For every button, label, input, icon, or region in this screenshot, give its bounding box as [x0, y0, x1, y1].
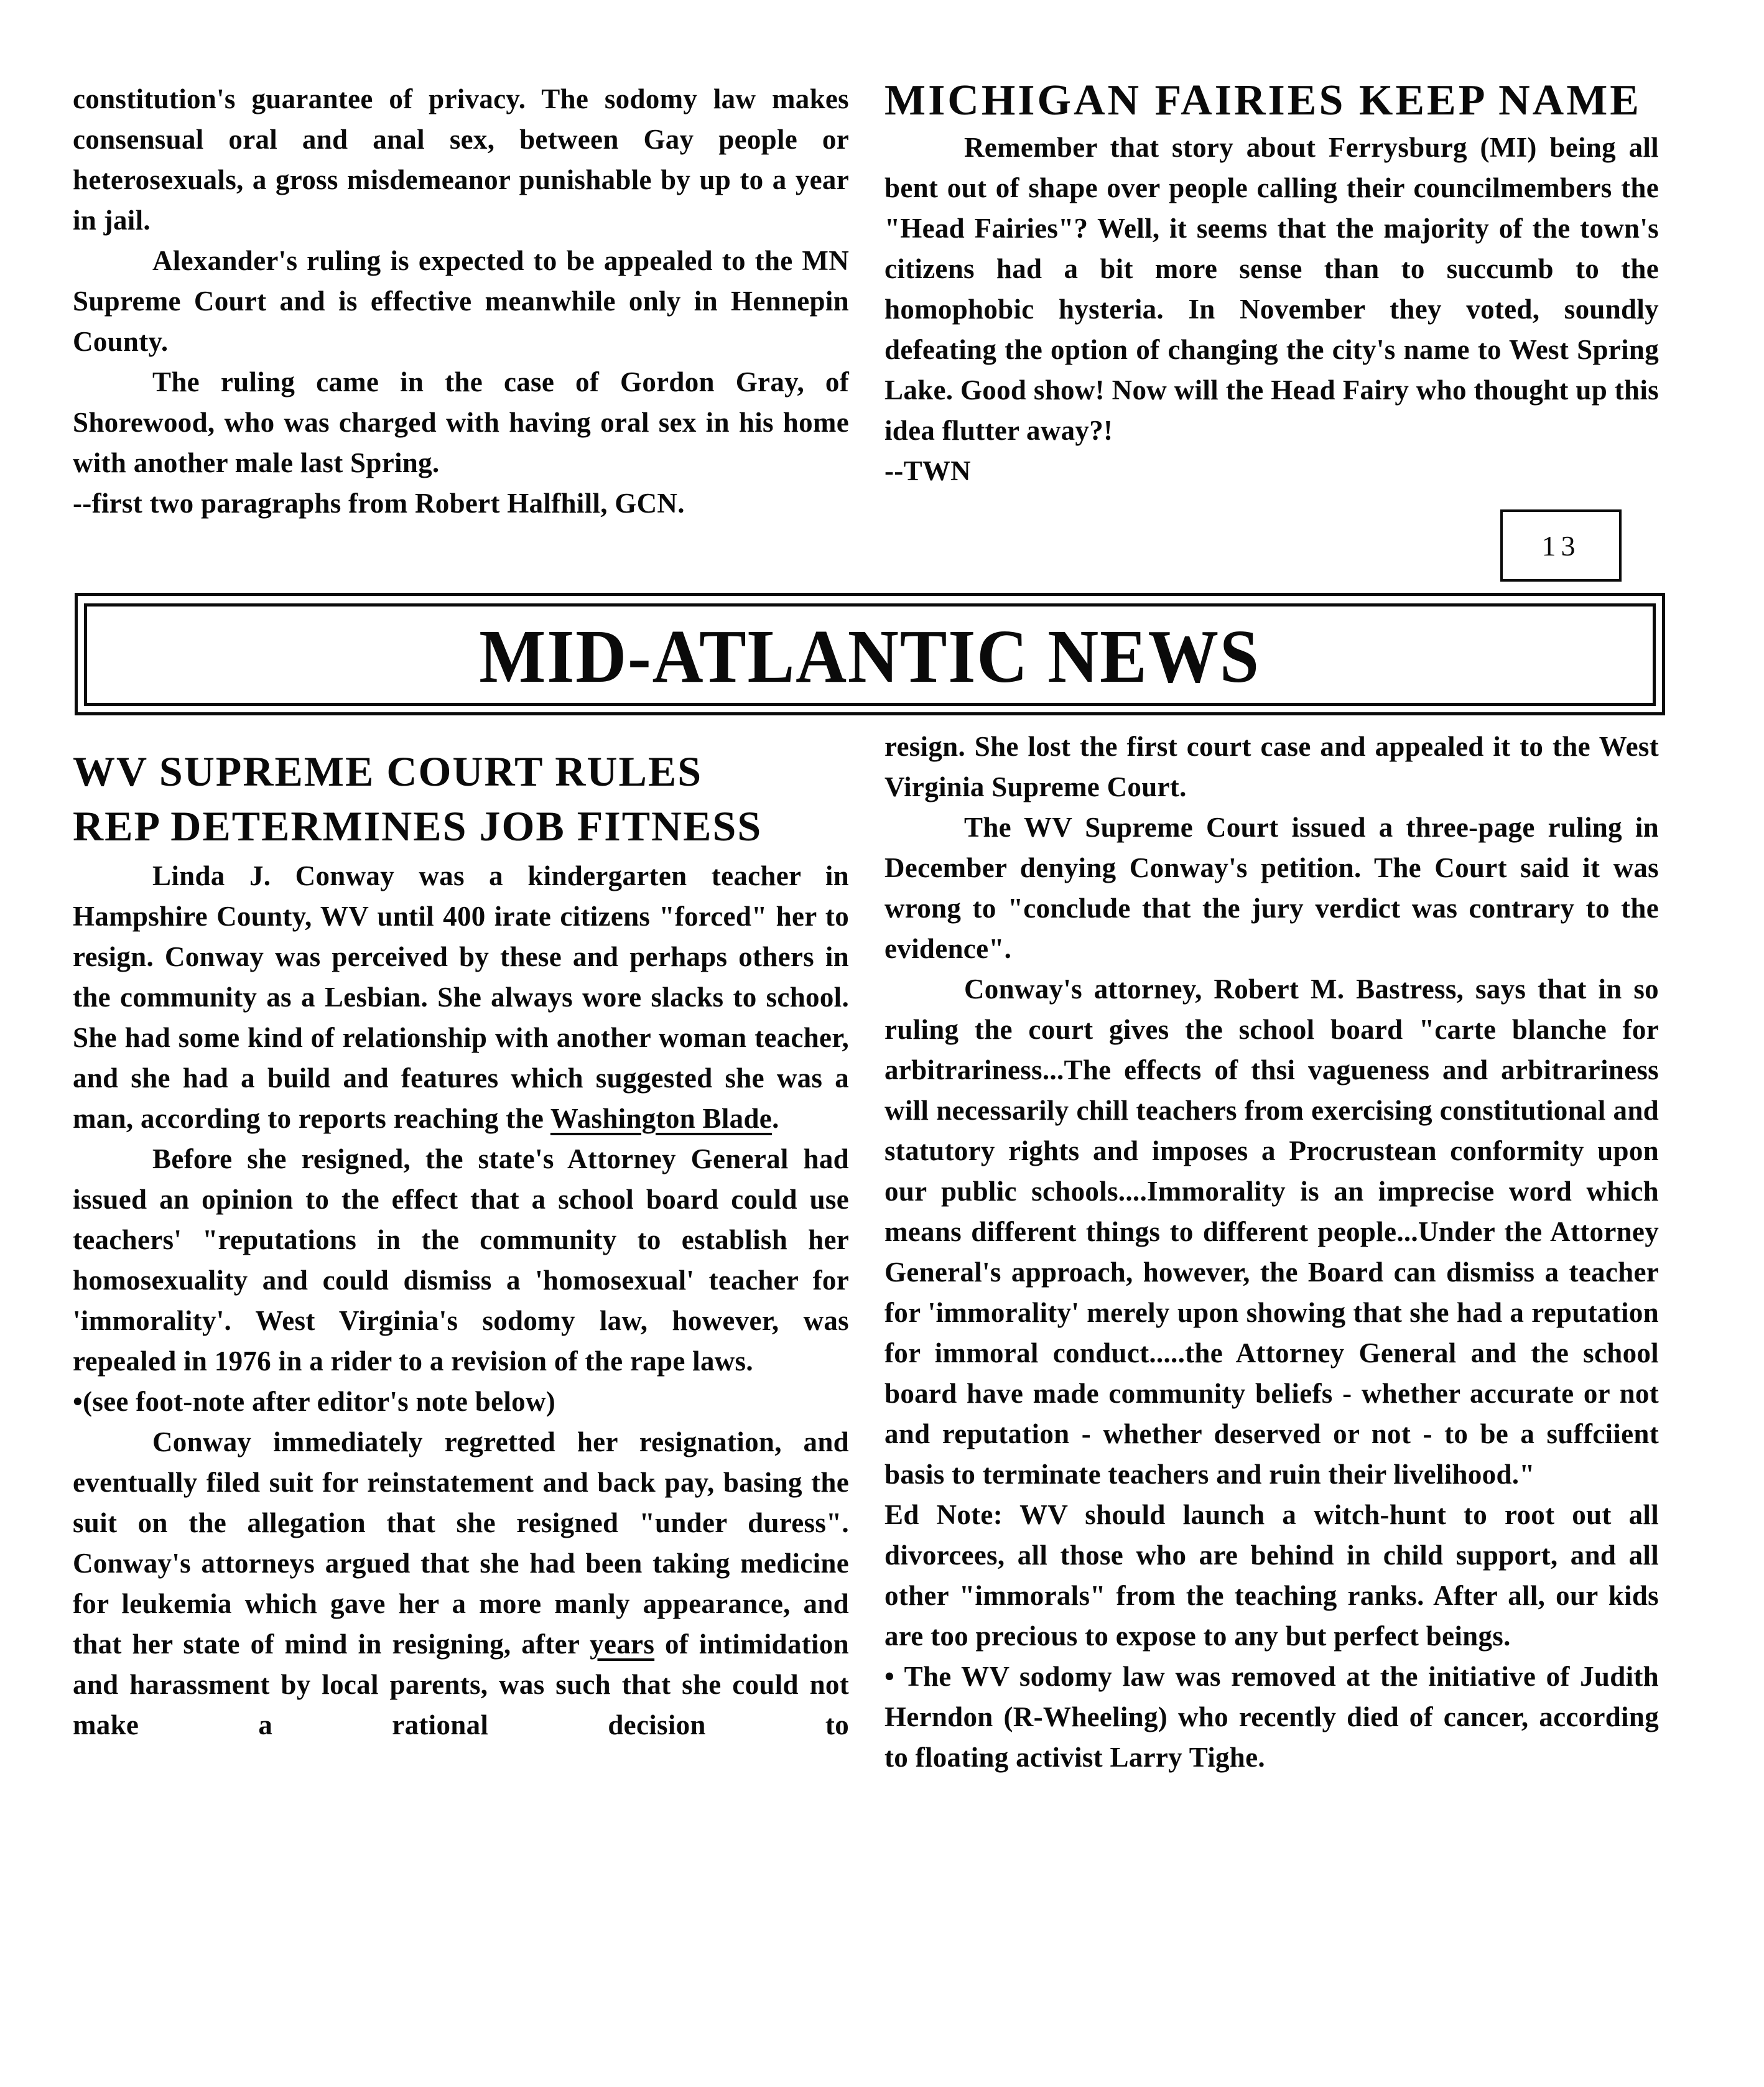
headline-line-1: WV SUPREME COURT RULES — [73, 748, 703, 795]
article-paragraph: Alexander's ruling is expected to be appealed to the MN Supreme Court and is effective meanwhile only in Hennepin County. — [73, 245, 849, 357]
article-paragraph — [73, 1422, 849, 1745]
wv-article-right-column — [884, 727, 1659, 1778]
article-paragraph — [73, 856, 849, 1139]
article-headline — [73, 744, 849, 853]
section-title: MID-ATLANTIC NEWS — [479, 614, 1261, 699]
article-paragraph: Remember that story about Ferrysburg (MI) being all bent out of shape over people calling their councilmembers the "Head Fairies"? Well, it seems that the majority of the town's citizens had a bit more sense than to succumb to the homophobic hysteria. In November they voted, soundly defeating the option of changing the city's name to West Spring Lake. Good show! Now will the Head Fairy who thought up this idea flutter away?! — [884, 132, 1659, 446]
section-banner-inner-frame — [84, 603, 1656, 706]
article-attribution: --TWN — [884, 455, 971, 486]
page-number: 13 — [1541, 529, 1581, 562]
headline-line-2: REP DETERMINES JOB FITNESS — [73, 802, 763, 850]
publication-name: Washington Blade — [550, 1103, 773, 1134]
michigan-article — [884, 79, 1659, 486]
editor-note: Ed Note: WV should launch a witch-hunt to root out all divorcees, all those who are behind in child support, and all other "immorals" from the teaching ranks. After all, our kids are too precious to expose to any but perfect beings. — [884, 1499, 1659, 1652]
footnote-reference: •(see foot-note after editor's note below) — [73, 1386, 556, 1417]
article-paragraph: constitution's guarantee of privacy. The sodomy law makes consensual oral and anal sex, between Gay people or heterosexuals, a gross misdemeanor punishable by up to a year in jail. — [73, 83, 849, 236]
paragraph-text: Linda J. Conway was a kindergarten teacher in Hampshire County, WV until 400 irate citizens "forced" her to resign. Conway was perceived by these and perhaps others in the community as a Lesbian. She always wore slacks to school. She had some kind of relationship with another woman teacher, and she had a build and features which suggested she was a man, according to reports reaching the — [73, 860, 849, 1134]
article-paragraph: The WV Supreme Court issued a three-page ruling in December denying Conway's petition. The Court said it was wrong to "conclude that the jury verdict was contrary to the evidence". — [884, 812, 1659, 964]
wv-body-left — [73, 856, 849, 1745]
article-paragraph-continued: resign. She lost the first court case and appealed it to the West Virginia Supreme Court. — [884, 731, 1659, 802]
article-paragraph: Conway's attorney, Robert M. Bastress, says that in so ruling the court gives the school board "carte blanche for arbitrariness...The effects of thsi vagueness and arbitrariness will necessarily chill teachers from exercising constitutional and statutory rights and imposes a Procrustean conformity upon our public schools....Immorality is an imprecise word which means different things to different people...Under the Attorney General's approach, however, the Board can dismiss a teacher for 'immorality' merely upon showing that she had a reputation for immoral conduct.....the Attorney General and the school board have made community beliefs - whether accurate or not and reputation - whether deserved or not - to be a suffciient basis to terminate teachers and ruin their livelihood." — [884, 974, 1659, 1490]
article-paragraph: The ruling came in the case of Gordon Gray, of Shorewood, who was charged with having oral sex in his home with another male last Spring. — [73, 366, 849, 478]
paragraph-text: of intimidation and harassment by local parents, was such that she could not make a rational decision to — [73, 1629, 849, 1741]
article-paragraph: Before she resigned, the state's Attorney General had issued an opinion to the effect that a school board could use teachers' "reputations in the community to establish her homosexuality and could dismiss a 'homosexual' teacher for 'immorality'. West Virginia's sodomy law, however, was repealed in 1976 in a rider to a revision of the rape laws. — [73, 1143, 849, 1377]
page-number-box — [1500, 509, 1622, 582]
article-attribution: --first two paragraphs from Robert Halfhill, GCN. — [73, 488, 685, 519]
article-headline: MICHIGAN FAIRIES KEEP NAME — [884, 77, 1641, 124]
footnote: • The WV sodomy law was removed at the initiative of Judith Herndon (R-Wheeling) who recently died of cancer, according to floating activist Larry Tighe. — [884, 1661, 1659, 1773]
paragraph-text: Conway immediately regretted her resignation, and eventually filed suit for reinstatement and back pay, basing the suit on the allegation that she resigned "under duress". Conway's attorneys argued that she had been taking medicine for leukemia which gave her a more manly appearance, and that her state of mind in resigning, after — [73, 1426, 849, 1660]
section-banner — [75, 593, 1665, 715]
wv-article-left-column — [73, 744, 849, 1743]
emphasized-word: years — [590, 1629, 655, 1660]
top-left-article — [73, 79, 849, 524]
michigan-body — [884, 128, 1659, 491]
paragraph-text: . — [772, 1103, 779, 1134]
